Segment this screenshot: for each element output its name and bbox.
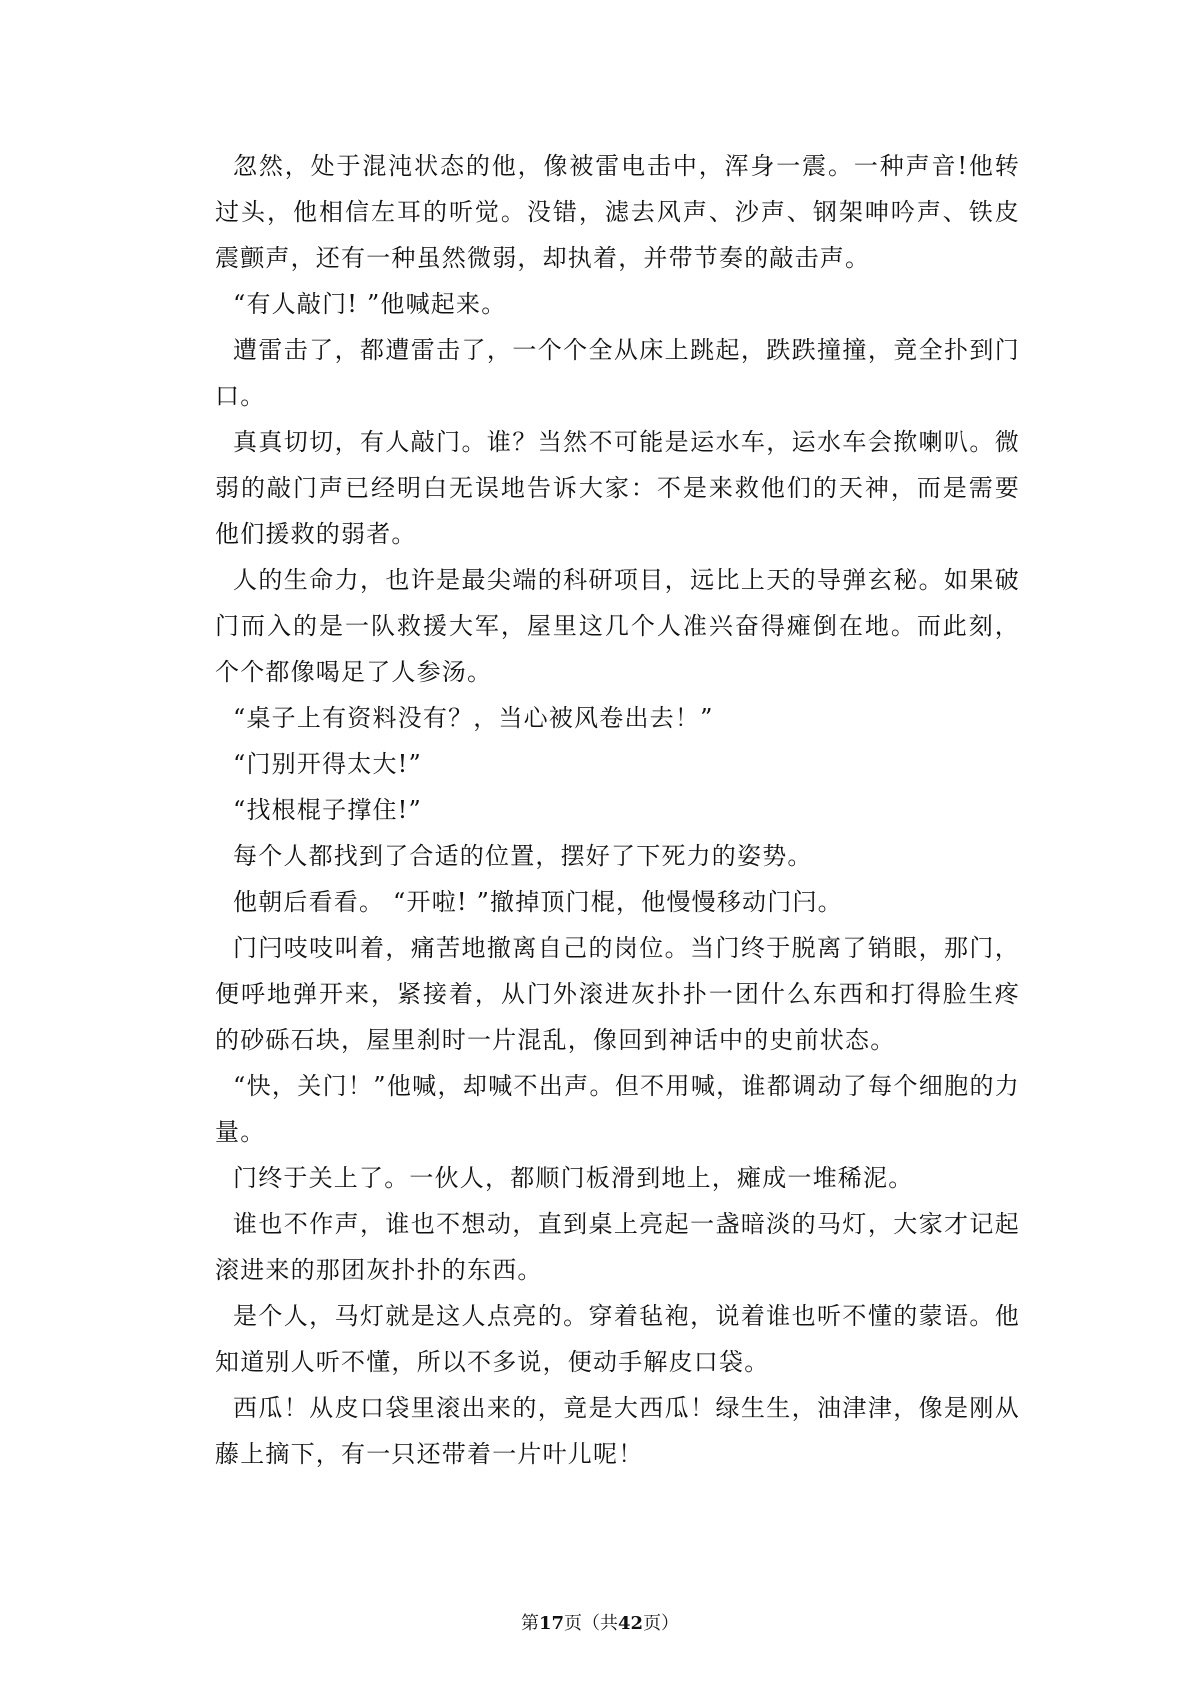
- paragraph: 谁也不作声，谁也不想动，直到桌上亮起一盏暗淡的马灯，大家才记起滚进来的那团灰扑扑的东西。: [215, 1210, 1020, 1284]
- page-footer: [0, 1612, 1200, 1636]
- footer-suffix: 页）: [643, 1613, 680, 1634]
- total-pages: 42: [618, 1613, 644, 1634]
- footer-middle: 页（共: [564, 1613, 618, 1634]
- paragraph: “门别开得太大!”: [233, 750, 422, 778]
- paragraph: 门终于关上了。一伙人，都顺门板滑到地上，瘫成一堆稀泥。: [233, 1164, 914, 1192]
- paragraph: “桌子上有资料没有？，当心被风卷出去！”: [233, 704, 714, 732]
- paragraph: 他朝后看看。 “开啦! ”撤掉顶门棍，他慢慢移动门闩。: [233, 888, 843, 916]
- paragraph: 真真切切，有人敲门。谁？当然不可能是运水车，运水车会揿喇叭。微弱的敲门声已经明白无误地告诉大家：不是来救他们的天神，而是需要他们援救的弱者。: [215, 428, 1020, 548]
- paragraph: 遭雷击了，都遭雷击了，一个个全从床上跳起，跌跌撞撞，竟全扑到门口。: [215, 336, 1020, 410]
- paragraph: 是个人，马灯就是这人点亮的。穿着毡袍，说着谁也听不懂的蒙语。他知道别人听不懂，所以不多说，便动手解皮口袋。: [215, 1302, 1020, 1376]
- page-number: 17: [538, 1613, 564, 1634]
- paragraph: “有人敲门! ”他喊起来。: [233, 290, 507, 318]
- paragraph: 忽然，处于混沌状态的他，像被雷电击中，浑身一震。一种声音!他转过头，他相信左耳的听觉。没错，滤去风声、沙声、钢架呻吟声、铁皮震颤声，还有一种虽然微弱，却执着，并带节奏的敲击声。: [215, 152, 1020, 272]
- paragraph: 每个人都找到了合适的位置，摆好了下死力的姿势。: [233, 842, 813, 870]
- paragraph: “找根棍子撑住!”: [233, 796, 422, 824]
- body-text: [215, 143, 1020, 1477]
- paragraph: 西瓜！从皮口袋里滚出来的，竟是大西瓜！绿生生，油津津，像是刚从藤上摘下，有一只还带着一片叶儿呢！: [215, 1394, 1020, 1468]
- paragraph: 门闩吱吱叫着，痛苦地撤离自己的岗位。当门终于脱离了销眼，那门，便呼地弹开来，紧接着，从门外滚进灰扑扑一团什么东西和打得脸生疼的砂砾石块，屋里刹时一片混乱，像回到神话中的史前状态。: [215, 934, 1020, 1054]
- paragraph: “快，关门！”他喊，却喊不出声。但不用喊，谁都调动了每个细胞的力量。: [215, 1072, 1020, 1146]
- paragraph: 人的生命力，也许是最尖端的科研项目，远比上天的导弹玄秘。如果破门而入的是一队救援大军，屋里这几个人准兴奋得瘫倒在地。而此刻，个个都像喝足了人参汤。: [215, 566, 1020, 686]
- footer-prefix: 第: [520, 1613, 539, 1634]
